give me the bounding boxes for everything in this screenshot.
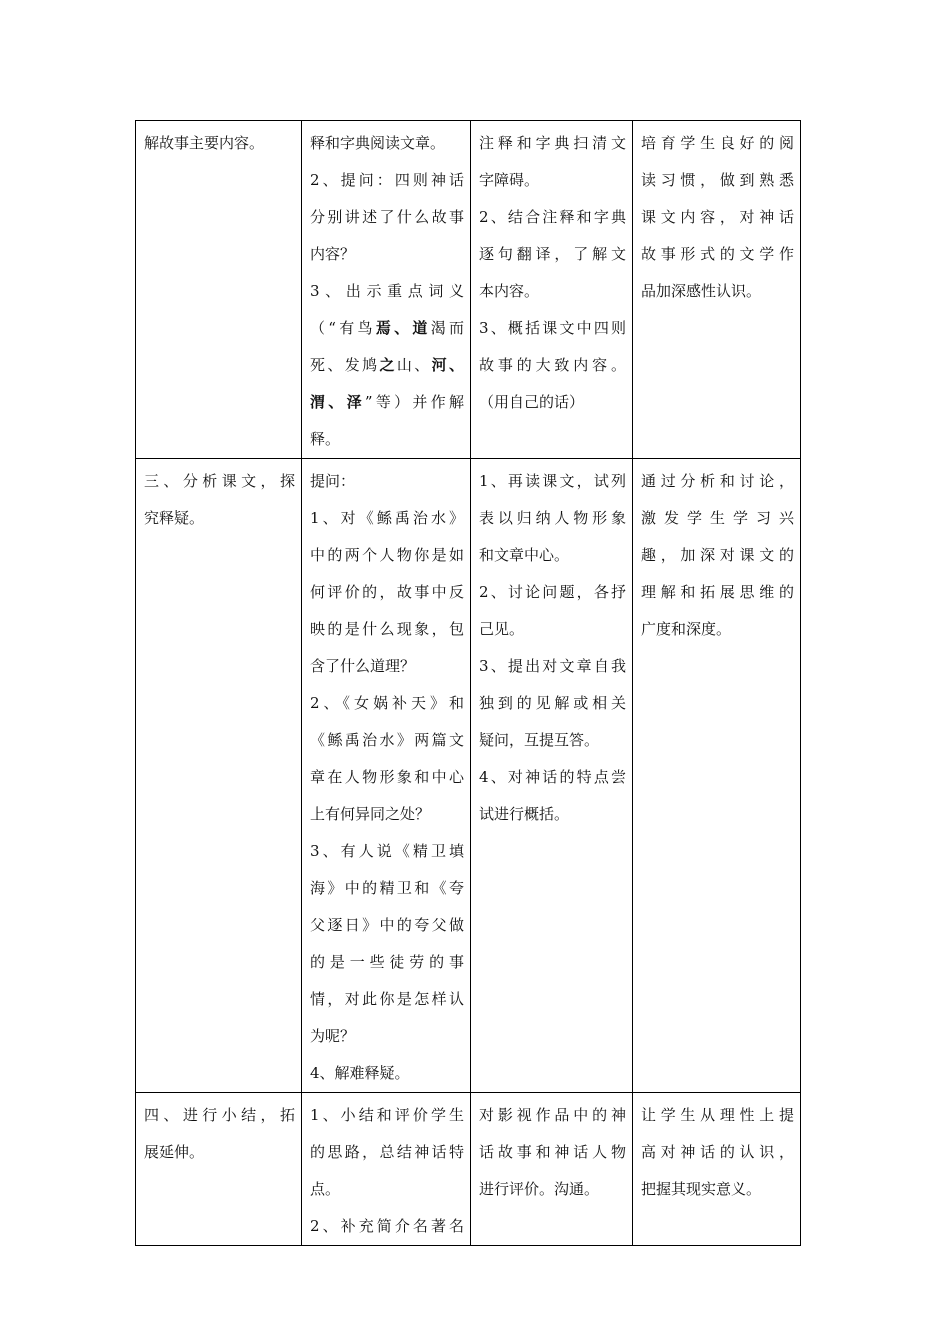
cell-line: 的思路，总结神话特 — [310, 1143, 464, 1161]
cell-line: 品加深感性认识。 — [641, 282, 762, 300]
cell-line: 2、《女娲补天》和 — [310, 694, 464, 712]
cell-line: 读习惯，做到熟悉 — [641, 171, 794, 189]
cell-line: 4、解难释疑。 — [310, 1064, 410, 1082]
cell-line: 解故事主要内容。 — [144, 134, 265, 152]
cell-line: 1、再读课文，试列 — [479, 472, 626, 490]
table-row — [136, 121, 801, 459]
cell-line: 和文章中心。 — [479, 546, 570, 564]
cell-line: 表以归纳人物形象 — [479, 509, 626, 527]
cell-line: 父逐日》中的夸父做 — [310, 916, 464, 934]
cell-teacher-activity — [302, 1093, 471, 1246]
cell-line: 字障碍。 — [479, 171, 540, 189]
cell-student-activity — [471, 1093, 633, 1246]
cell-line: 映的是什么现象，包 — [310, 620, 464, 638]
cell-line: 3、概括课文中四则 — [479, 319, 626, 337]
cell-line: 情，对此你是怎样认 — [310, 990, 464, 1008]
cell-line: 2、提问：四则神话 — [310, 171, 464, 189]
cell-line: 广度和深度。 — [641, 620, 732, 638]
cell-line: 培育学生良好的阅 — [641, 134, 794, 152]
cell-line: 3、提出对文章自我 — [479, 657, 626, 675]
cell-line: 1、对《鲧禹治水》 — [310, 509, 464, 527]
cell-line: 何评价的，故事中反 — [310, 583, 464, 601]
cell-line-rich: （“有鸟焉、道渴而 — [310, 319, 464, 337]
cell-line: 试进行概括。 — [479, 805, 570, 823]
cell-line: 释和字典阅读文章。 — [310, 134, 446, 152]
table-row — [136, 1093, 801, 1246]
cell-line: 让学生从理性上提 — [641, 1106, 794, 1124]
cell-line: 对影视作品中的神 — [479, 1106, 626, 1124]
cell-line: 分别讲述了什么故事 — [310, 208, 464, 226]
cell-line: 3、出示重点词义 — [310, 282, 464, 300]
cell-line: 2、讨论问题，各抒 — [479, 583, 626, 601]
table-row — [136, 459, 801, 1093]
cell-teacher-activity — [302, 459, 471, 1093]
cell-line: 含了什么道理？ — [310, 657, 416, 675]
cell-design-intent — [633, 1093, 801, 1246]
cell-line: 的是一些徒劳的事 — [310, 953, 464, 971]
cell-line: 通过分析和讨论， — [641, 472, 794, 490]
cell-line: 四、进行小结，拓 — [144, 1106, 295, 1124]
cell-student-activity — [471, 121, 633, 459]
cell-line: 趣，加深对课文的 — [641, 546, 794, 564]
cell-line: 章在人物形象和中心 — [310, 768, 464, 786]
cell-line: 进行评价。沟通。 — [479, 1180, 600, 1198]
cell-line: 1、小结和评价学生 — [310, 1106, 464, 1124]
cell-teacher-activity — [302, 121, 471, 459]
cell-line: 究释疑。 — [144, 509, 205, 527]
cell-line: 三、分析课文，探 — [144, 472, 295, 490]
cell-line: 理解和拓展思维的 — [641, 583, 794, 601]
cell-line: 疑问，互提互答。 — [479, 731, 600, 749]
cell-line: 2、补充简介名著名 — [310, 1217, 464, 1235]
cell-step — [136, 1093, 302, 1246]
cell-line: 己见。 — [479, 620, 525, 638]
cell-step — [136, 121, 302, 459]
cell-line: 高对神话的认识， — [641, 1143, 794, 1161]
lesson-plan-table — [135, 120, 801, 1246]
cell-line: 2、结合注释和字典 — [479, 208, 626, 226]
cell-line: 展延伸。 — [144, 1143, 205, 1161]
cell-line: 中的两个人物你是如 — [310, 546, 464, 564]
cell-design-intent — [633, 459, 801, 1093]
cell-line: 为呢？ — [310, 1027, 356, 1045]
cell-line: 点。 — [310, 1180, 341, 1198]
cell-line: 故事的大致内容。 — [479, 356, 626, 374]
cell-line-rich: 渭、泽”等）并作解 — [310, 393, 464, 411]
cell-line: 课文内容，对神话 — [641, 208, 794, 226]
cell-line: 4、对神话的特点尝 — [479, 768, 626, 786]
cell-line-rich: 死、发鸠之山、河、 — [310, 356, 464, 374]
cell-line: 注释和字典扫清文 — [479, 134, 626, 152]
cell-line: 把握其现实意义。 — [641, 1180, 762, 1198]
cell-line: 上有何异同之处？ — [310, 805, 431, 823]
cell-line: 激发学生学习兴 — [641, 509, 794, 527]
cell-student-activity — [471, 459, 633, 1093]
cell-step — [136, 459, 302, 1093]
cell-line: （用自己的话） — [479, 393, 585, 411]
cell-line: 故事形式的文学作 — [641, 245, 794, 263]
cell-design-intent — [633, 121, 801, 459]
cell-line: 独到的见解或相关 — [479, 694, 626, 712]
cell-line: 《鲧禹治水》两篇文 — [310, 731, 464, 749]
cell-line: 3、有人说《精卫填 — [310, 842, 464, 860]
cell-line: 内容？ — [310, 245, 356, 263]
cell-line: 释。 — [310, 430, 341, 448]
cell-line: 提问： — [310, 472, 356, 490]
cell-line: 本内容。 — [479, 282, 540, 300]
cell-line: 话故事和神话人物 — [479, 1143, 626, 1161]
cell-line: 逐句翻译，了解文 — [479, 245, 626, 263]
cell-line: 海》中的精卫和《夸 — [310, 879, 464, 897]
